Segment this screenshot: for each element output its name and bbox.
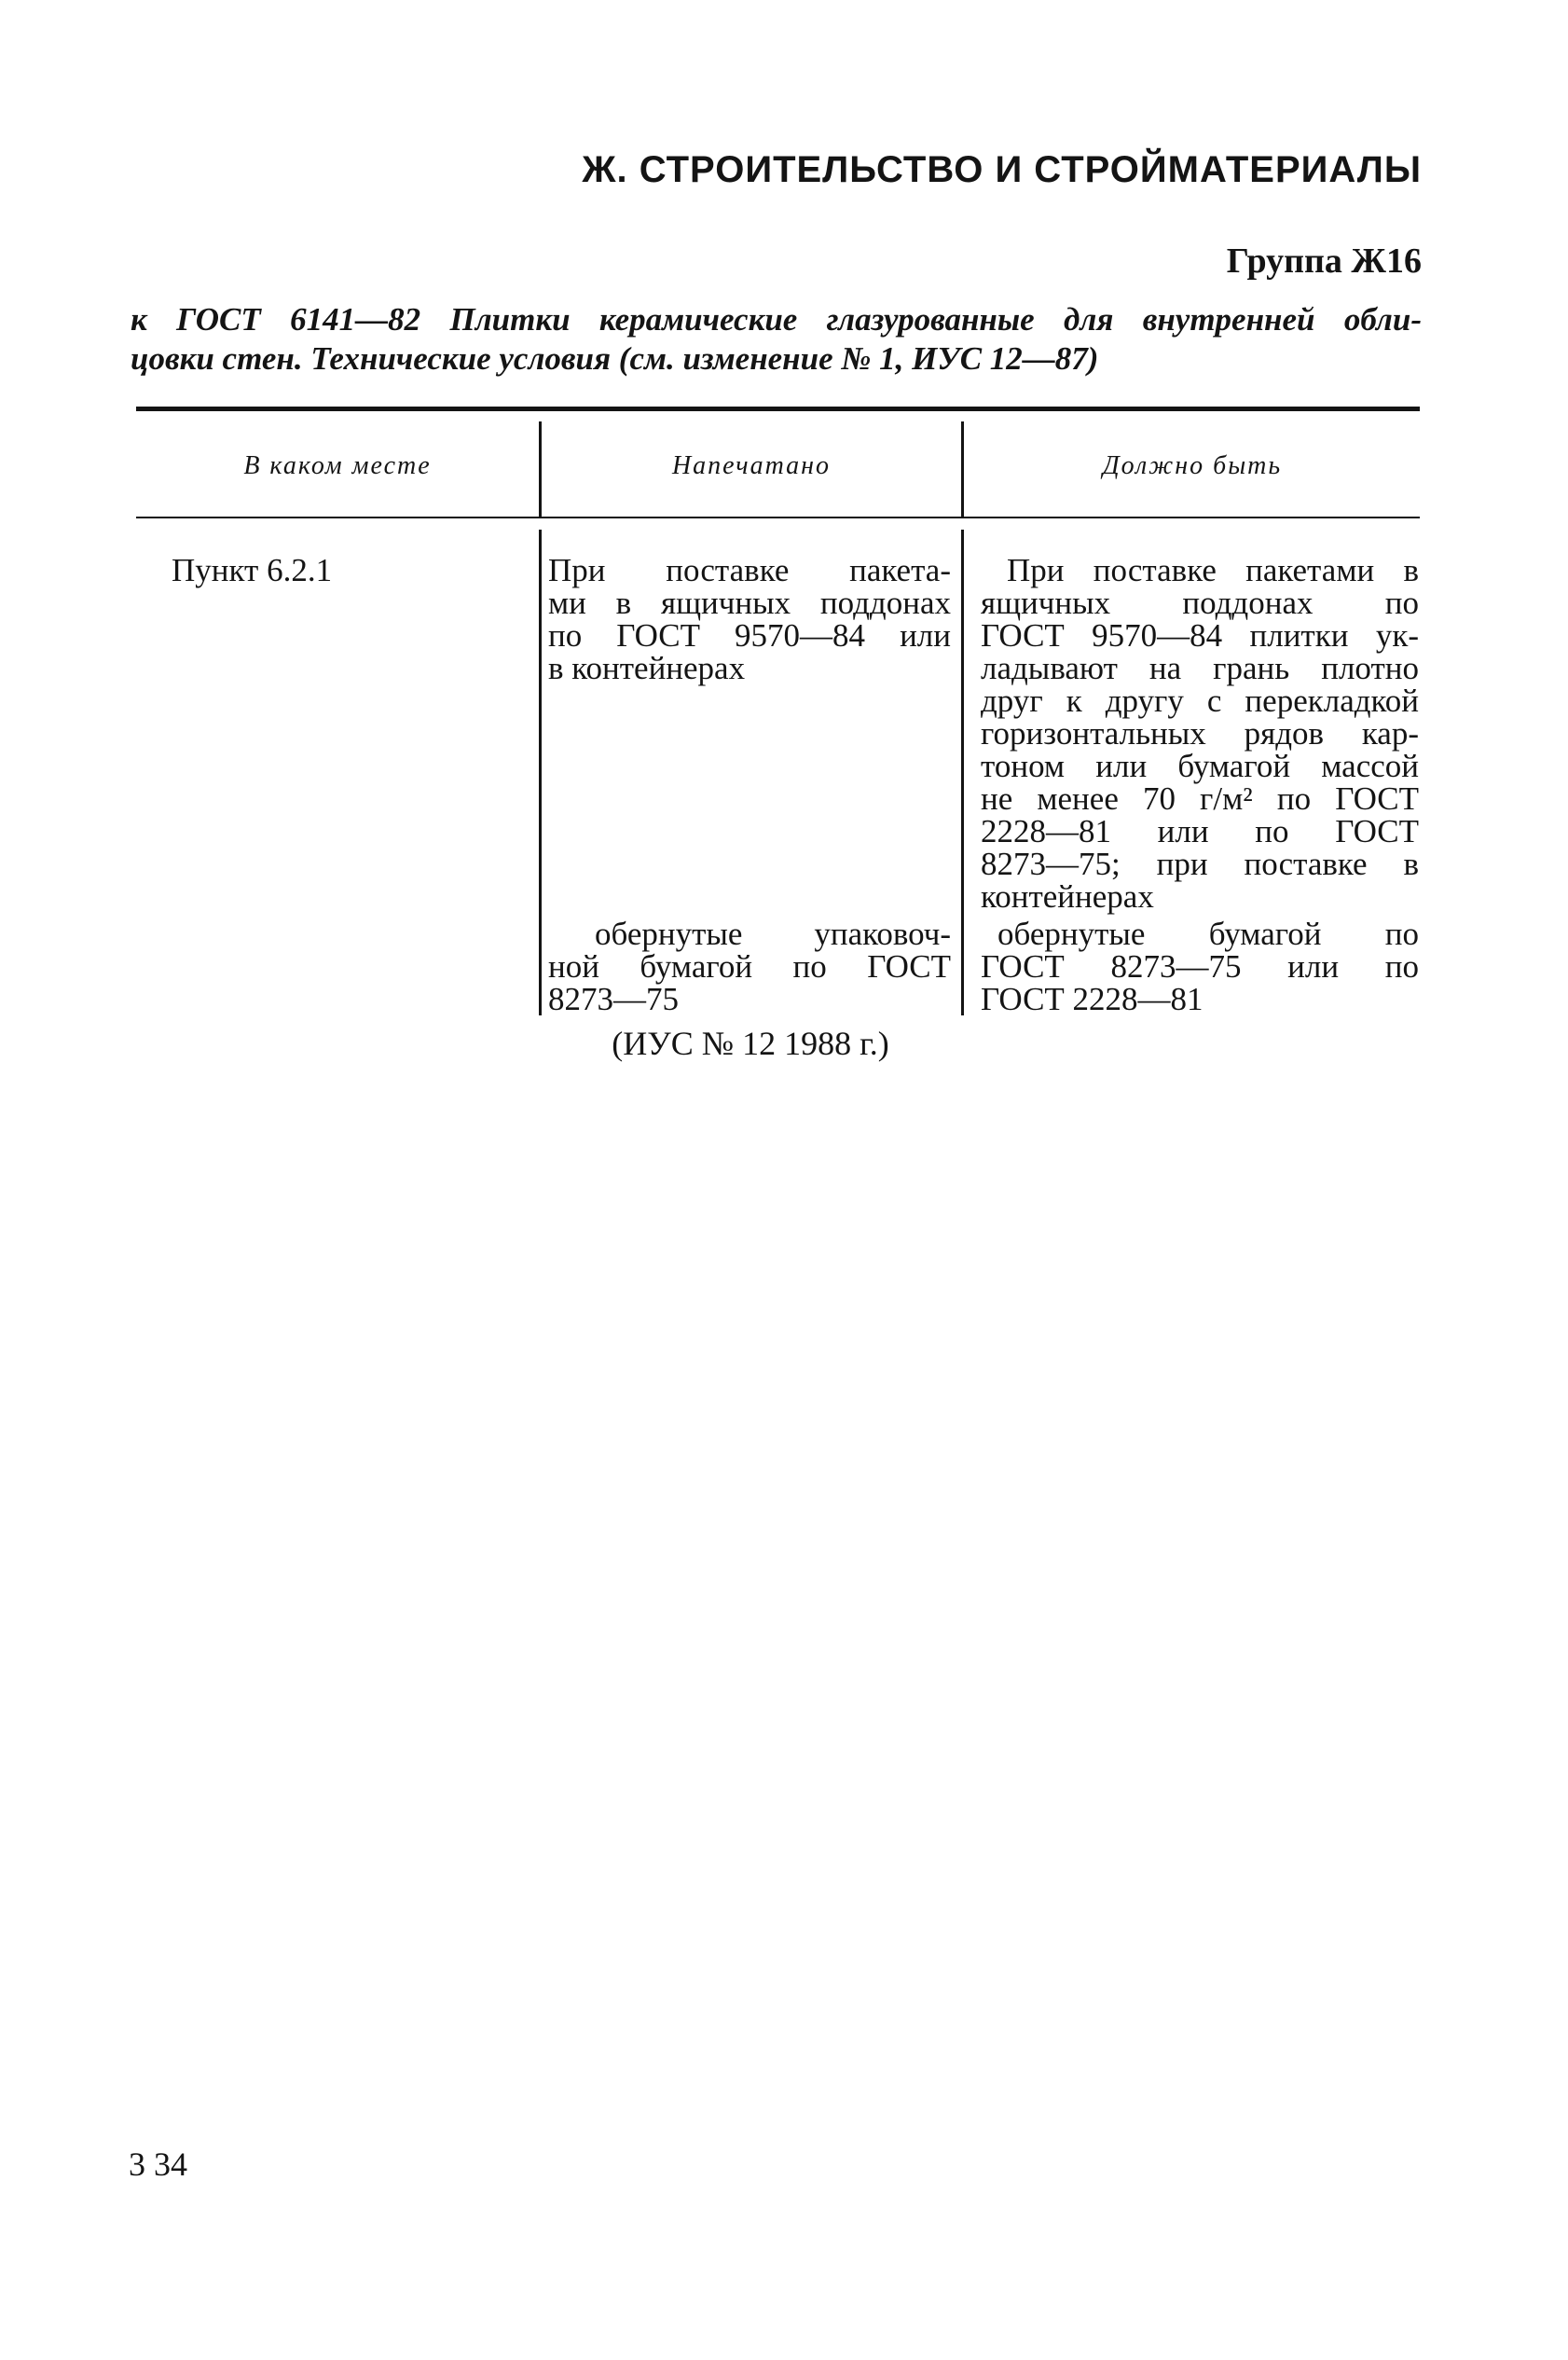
should-be-line: не менее 70 г/м² по ГОСТ bbox=[981, 780, 1419, 817]
should-be-line: ладывают на грань плотно bbox=[981, 650, 1419, 686]
intro-line-2: цовки стен. Технические условия (см. изменение № 1, ИУС 12—87) bbox=[131, 340, 1099, 377]
page-number: 3 34 bbox=[129, 2146, 187, 2183]
should-be-line: ГОСТ 9570—84 плитки ук- bbox=[981, 617, 1419, 654]
table-header-rule bbox=[136, 517, 1420, 518]
should-be-line: тоном или бумагой массой bbox=[981, 748, 1419, 784]
should-be-line: обернутые бумагой по bbox=[997, 916, 1419, 952]
should-be-line: 2228—81 или по ГОСТ bbox=[981, 813, 1419, 849]
should-be-line: друг к другу с перекладкой bbox=[981, 683, 1419, 719]
printed-line: 8273—75 bbox=[548, 981, 679, 1017]
printed-line: в контейнерах bbox=[548, 650, 746, 686]
should-be-line: ГОСТ 2228—81 bbox=[981, 981, 1204, 1017]
should-be-line: 8273—75; при поставке в bbox=[981, 846, 1419, 882]
cell-printed-part2 bbox=[548, 918, 951, 1015]
should-be-line: контейнерах bbox=[981, 878, 1154, 915]
printed-line: по ГОСТ 9570—84 или bbox=[548, 617, 951, 654]
cell-where: Пункт 6.2.1 bbox=[172, 552, 333, 588]
table-top-rule bbox=[136, 407, 1420, 411]
should-be-line: ГОСТ 8273—75 или по bbox=[981, 948, 1419, 985]
table-divider-2-body bbox=[961, 530, 964, 1015]
should-be-line: ящичных поддонах по bbox=[981, 585, 1419, 621]
header-printed: Напечатано bbox=[671, 451, 832, 480]
printed-line: ми в ящичных поддонах bbox=[548, 585, 951, 621]
group-label: Группа Ж16 bbox=[1226, 242, 1422, 281]
section-title: Ж. СТРОИТЕЛЬСТВО И СТРОЙМАТЕРИАЛЫ bbox=[582, 149, 1422, 190]
table-divider-1-body bbox=[539, 530, 542, 1015]
ius-note: (ИУС № 12 1988 г.) bbox=[612, 1025, 889, 1062]
header-where: В каком месте bbox=[243, 451, 432, 480]
should-be-line: горизонтальных рядов кар- bbox=[981, 715, 1419, 752]
printed-line: ной бумагой по ГОСТ bbox=[548, 948, 951, 985]
document-intro bbox=[131, 300, 1422, 379]
header-should-be: Должно быть bbox=[1102, 451, 1283, 480]
cell-printed-part1 bbox=[548, 554, 951, 684]
intro-line-1: к ГОСТ 6141—82 Плитки керамические глазурованные для внутренней обли- bbox=[131, 301, 1422, 338]
should-be-line: При поставке пакетами в bbox=[1007, 552, 1419, 588]
printed-line: При поставке пакета- bbox=[548, 552, 951, 588]
printed-line: обернутые упаковоч- bbox=[595, 916, 951, 952]
cell-should-be-part1 bbox=[981, 554, 1419, 913]
cell-should-be-part2 bbox=[981, 918, 1419, 1015]
